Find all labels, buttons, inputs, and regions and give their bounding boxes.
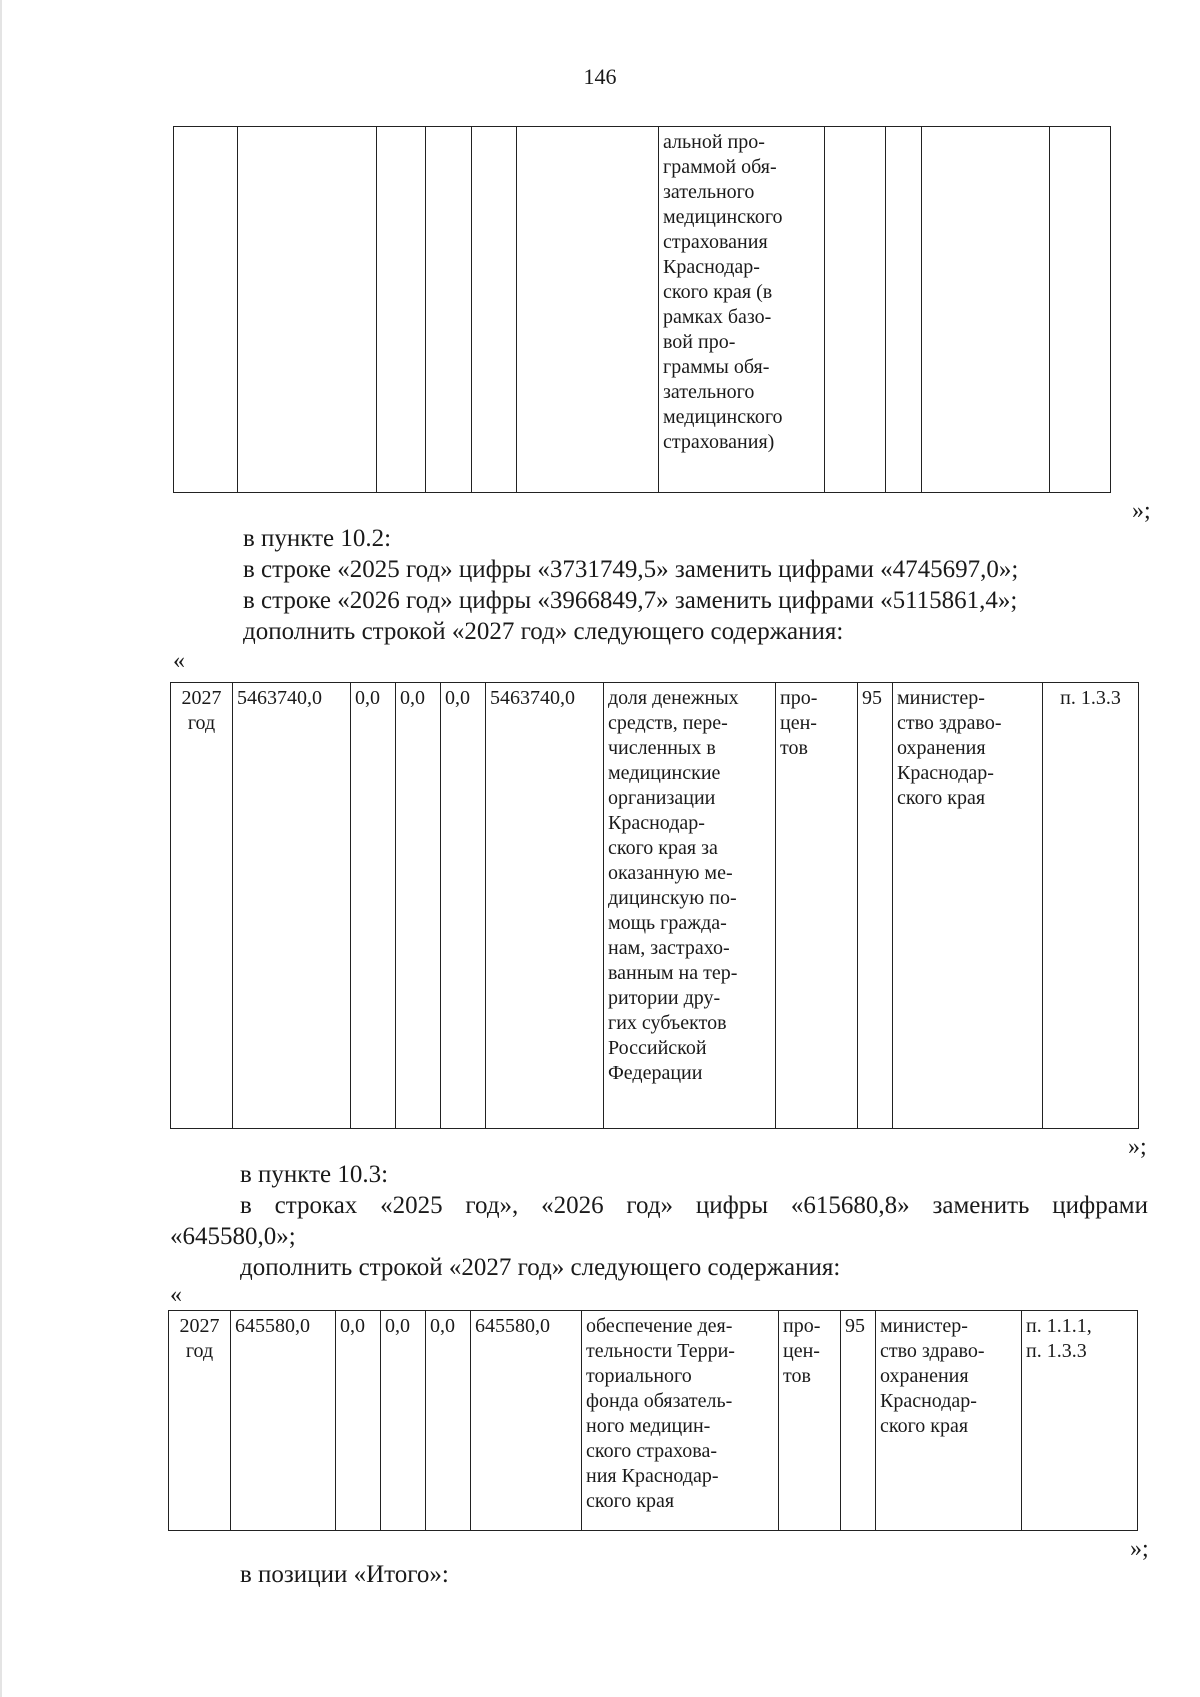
cell-indicator: [659, 127, 825, 493]
section-10-3-line1a: в строках «2025 год», «2026 год» цифры «615680,8» заменить цифрами: [240, 1192, 1148, 1219]
cell-v2: 0,0: [381, 1311, 426, 1531]
section-10-2-heading: в пункте 10.2:: [243, 525, 392, 552]
cell-v2: 0,0: [396, 683, 441, 1129]
year-text: 2027 год: [181, 687, 222, 734]
cell-empty: [472, 127, 517, 493]
cell-unit: [776, 683, 858, 1129]
open-quote: «: [170, 1282, 182, 1308]
cell-empty: [1050, 127, 1111, 493]
executor-text: министер- ство здраво- охранения Краснодар- ского края: [880, 1315, 985, 1437]
cell-empty: [922, 127, 1050, 493]
cell-v4: 645580,0: [471, 1311, 582, 1531]
cell-total: 5463740,0: [233, 683, 351, 1129]
cell-value: 95: [841, 1311, 876, 1531]
close-quote: »;: [1128, 1134, 1147, 1160]
unit-text: про- цен- тов: [780, 687, 818, 759]
page-number: 146: [583, 64, 617, 89]
executor-text: министер- ство здраво- охранения Краснодар- ского края: [897, 687, 1002, 809]
cell-empty: [886, 127, 922, 493]
indicator-text: доля денежных средств, пере- численных в медицинские организации Краснодар- ского края за оказанную ме- дицинскую по- мощь гражда- нам, застрахо- ванным на тер- ритории дру- гих субъектов Российской Федерации: [608, 687, 739, 1084]
cell-indicator: [604, 683, 776, 1129]
open-quote: «: [173, 648, 185, 674]
cell-v1: 0,0: [336, 1311, 381, 1531]
section-10-2-line3: дополнить строкой «2027 год» следующего содержания:: [243, 618, 844, 645]
cell-executor: [893, 683, 1043, 1129]
cell-unit: [779, 1311, 841, 1531]
section-10-3-line1b: «645580,0»;: [170, 1223, 296, 1250]
cell-v1: 0,0: [351, 683, 396, 1129]
indicator-text: обеспечение дея- тельности Терри- ториального фонда обязатель- ного медицин- ского страхова- ния Краснодар- ского края: [586, 1315, 735, 1512]
section-10-3-line2: дополнить строкой «2027 год» следующего содержания:: [240, 1254, 841, 1281]
cell-year: [171, 683, 233, 1129]
ref-text: п. 1.1.1, п. 1.3.3: [1026, 1315, 1092, 1362]
table-continuation: [173, 126, 1111, 493]
section-10-3-heading: в пункте 10.3:: [240, 1161, 389, 1188]
year-text: 2027 год: [179, 1315, 220, 1362]
itogo-heading: в позиции «Итого»:: [240, 1561, 449, 1588]
section-10-2-line2: в строке «2026 год» цифры «3966849,7» заменить цифрами «5115861,4»;: [243, 587, 1018, 614]
cell-empty: [517, 127, 659, 493]
cell-v3: 0,0: [426, 1311, 471, 1531]
cell-v3: 0,0: [441, 683, 486, 1129]
sheet-edge: [0, 0, 2, 1697]
cell-empty: [238, 127, 377, 493]
cell-empty: [377, 127, 426, 493]
cell-year: [169, 1311, 231, 1531]
cell-ref: п. 1.3.3: [1043, 683, 1139, 1129]
unit-text: про- цен- тов: [783, 1315, 821, 1387]
close-quote: »;: [1130, 1536, 1149, 1562]
cell-v4: 5463740,0: [486, 683, 604, 1129]
cell-empty: [426, 127, 472, 493]
indicator-text: альной про- граммой обя- зательного медицинского страхования Краснодар- ского края (в рамках базо- вой про- граммы обя- зательного медицинского страхования): [663, 131, 783, 453]
table-2027-10-3: [168, 1310, 1138, 1531]
close-quote: »;: [1132, 498, 1151, 524]
cell-executor: [876, 1311, 1022, 1531]
table-2027-10-2: [170, 682, 1139, 1129]
cell-indicator: [582, 1311, 779, 1531]
cell-empty: [174, 127, 238, 493]
cell-total: 645580,0: [231, 1311, 336, 1531]
cell-value: 95: [858, 683, 893, 1129]
cell-empty: [825, 127, 886, 493]
cell-ref: [1022, 1311, 1138, 1531]
section-10-2-line1: в строке «2025 год» цифры «3731749,5» заменить цифрами «4745697,0»;: [243, 556, 1019, 583]
